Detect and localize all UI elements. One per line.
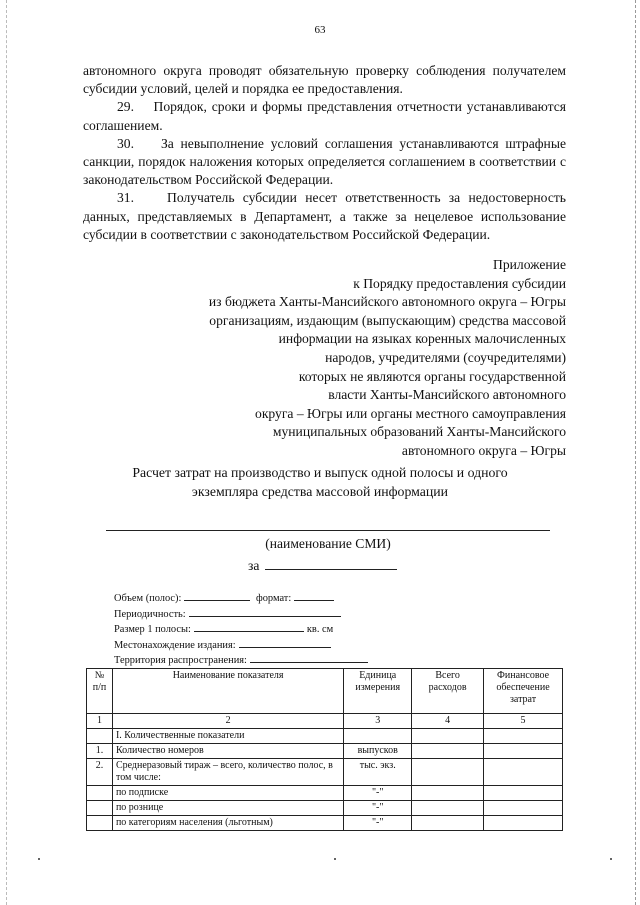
row-unit: тыс. экз. [344,759,412,786]
row-funding [484,816,563,831]
table-row [87,816,563,831]
row-total [412,816,484,831]
row-total [412,801,484,816]
body-text [83,62,566,244]
row-unit: "-" [344,786,412,801]
scan-speck [610,858,612,860]
paragraph-31: 31. Получатель субсидии несет ответственность за недостоверность данных, представляемых в Департамент, а также за нецелевое использование субсидии в соответствии с законодательством Российской Федерации. [83,190,566,242]
appendix-line: Приложение [493,257,566,272]
appendix-line: власти Ханты-Мансийского автономного [328,387,566,403]
row-number [87,801,113,816]
publication-fields [114,590,371,668]
appendix-line: округа – Югры или органы местного самоуправления [255,405,566,421]
page-size-label: Размер 1 полосы: [114,624,191,636]
volume-blank [184,590,250,601]
row-number [87,816,113,831]
format-label: формат: [255,593,292,604]
appendix-line: народов, учредителями (соучредителями) [325,349,566,365]
row-total [412,744,484,759]
row-name: I. Количественные показатели [112,729,343,744]
paragraph-29: 29. Порядок, сроки и формы представления отчетности устанавливаются соглашением. [83,99,566,133]
periodicity-row [114,606,371,622]
row-unit [344,729,412,744]
row-unit: "-" [344,801,412,816]
column-number: 4 [412,714,484,729]
row-funding [484,801,563,816]
appendix-line: к Порядку предоставления субсидии [353,275,566,291]
row-total [412,729,484,744]
row-total [412,786,484,801]
page-size-row [114,621,371,637]
media-name-caption: (наименование СМИ) [265,536,391,551]
column-number: 5 [484,714,563,729]
header-indicator: Наименование показателя [112,669,343,714]
appendix-line: которых не являются органы государственной [298,368,566,384]
appendix-line: муниципальных образований Ханты-Мансийского [272,424,566,440]
appendix-line: информации на языках коренных малочисленных [278,331,566,347]
row-funding [484,786,563,801]
row-name: по категориям населения (льготным) [112,816,343,831]
page-size-blank [194,621,304,632]
column-number: 3 [344,714,412,729]
appendix-line: организациям, издающим (выпускающим) средства массовой [209,312,566,328]
row-number [87,729,113,744]
periodicity-blank [189,606,341,617]
location-label: Местонахождение издания: [114,639,236,651]
row-number: 1. [87,744,113,759]
table-row [87,744,563,759]
period-blank [265,555,397,570]
row-funding [484,759,563,786]
document-title [60,464,580,501]
appendix-heading [126,256,566,461]
volume-row [114,590,371,606]
title-line-1: Расчет затрат на производство и выпуск одной полосы и одного [132,465,508,480]
table-row [87,759,563,786]
territory-label: Территория распространения: [114,655,247,667]
table-row [87,801,563,816]
header-unit: Единица измерения [344,669,412,714]
row-funding [484,744,563,759]
row-name: Среднеразовый тираж – всего, количество полос, в том числе: [112,759,343,786]
location-blank [239,637,331,648]
scan-speck [334,858,336,860]
period-line [248,555,397,574]
paragraph-30: 30. За невыполнение условий соглашения устанавливаются штрафные санкции, порядок наложения которых определяется соглашением в соответствии с законодательством Российской Федерации. [83,135,566,188]
periodicity-label: Периодичность: [114,608,186,620]
row-name: по рознице [112,801,343,816]
header-funding: Финансовое обеспечение затрат [484,669,563,714]
za-label: за [248,558,260,573]
scan-speck [38,858,40,860]
row-name: Количество номеров [112,744,343,759]
scan-edge-left [6,0,7,905]
media-name-blank [106,530,550,531]
scan-edge-right [635,0,636,905]
row-total [412,759,484,786]
table-header-row [87,669,563,714]
appendix-line: автономного округа – Югры [401,442,566,458]
location-row [114,637,371,653]
table-row [87,786,563,801]
row-number: 2. [87,759,113,786]
header-total: Всего расходов [412,669,484,714]
row-unit: "-" [344,816,412,831]
title-line-2: экземпляра средства массовой информации [191,483,449,499]
appendix-line: из бюджета Ханты-Мансийского автономного округа – Югры [208,294,566,310]
header-number: № п/п [87,669,113,714]
column-number: 2 [112,714,343,729]
format-blank [294,590,334,601]
row-number [87,786,113,801]
page-number: 63 [314,24,326,36]
column-number: 1 [87,714,113,729]
column-number-row [87,714,563,729]
page-size-unit: кв. см [306,624,334,636]
row-unit: выпусков [344,744,412,759]
table-row [87,729,563,744]
row-funding [484,729,563,744]
cost-table [86,668,563,831]
volume-label: Объем (полос): [114,593,182,604]
territory-blank [250,652,368,663]
row-name: по подписке [112,786,343,801]
paragraph-continuation: автономного округа проводят обязательную проверку соблюдения получателем субсидии условий, целей и порядка ее предоставления. [83,63,566,97]
territory-row [114,652,371,668]
